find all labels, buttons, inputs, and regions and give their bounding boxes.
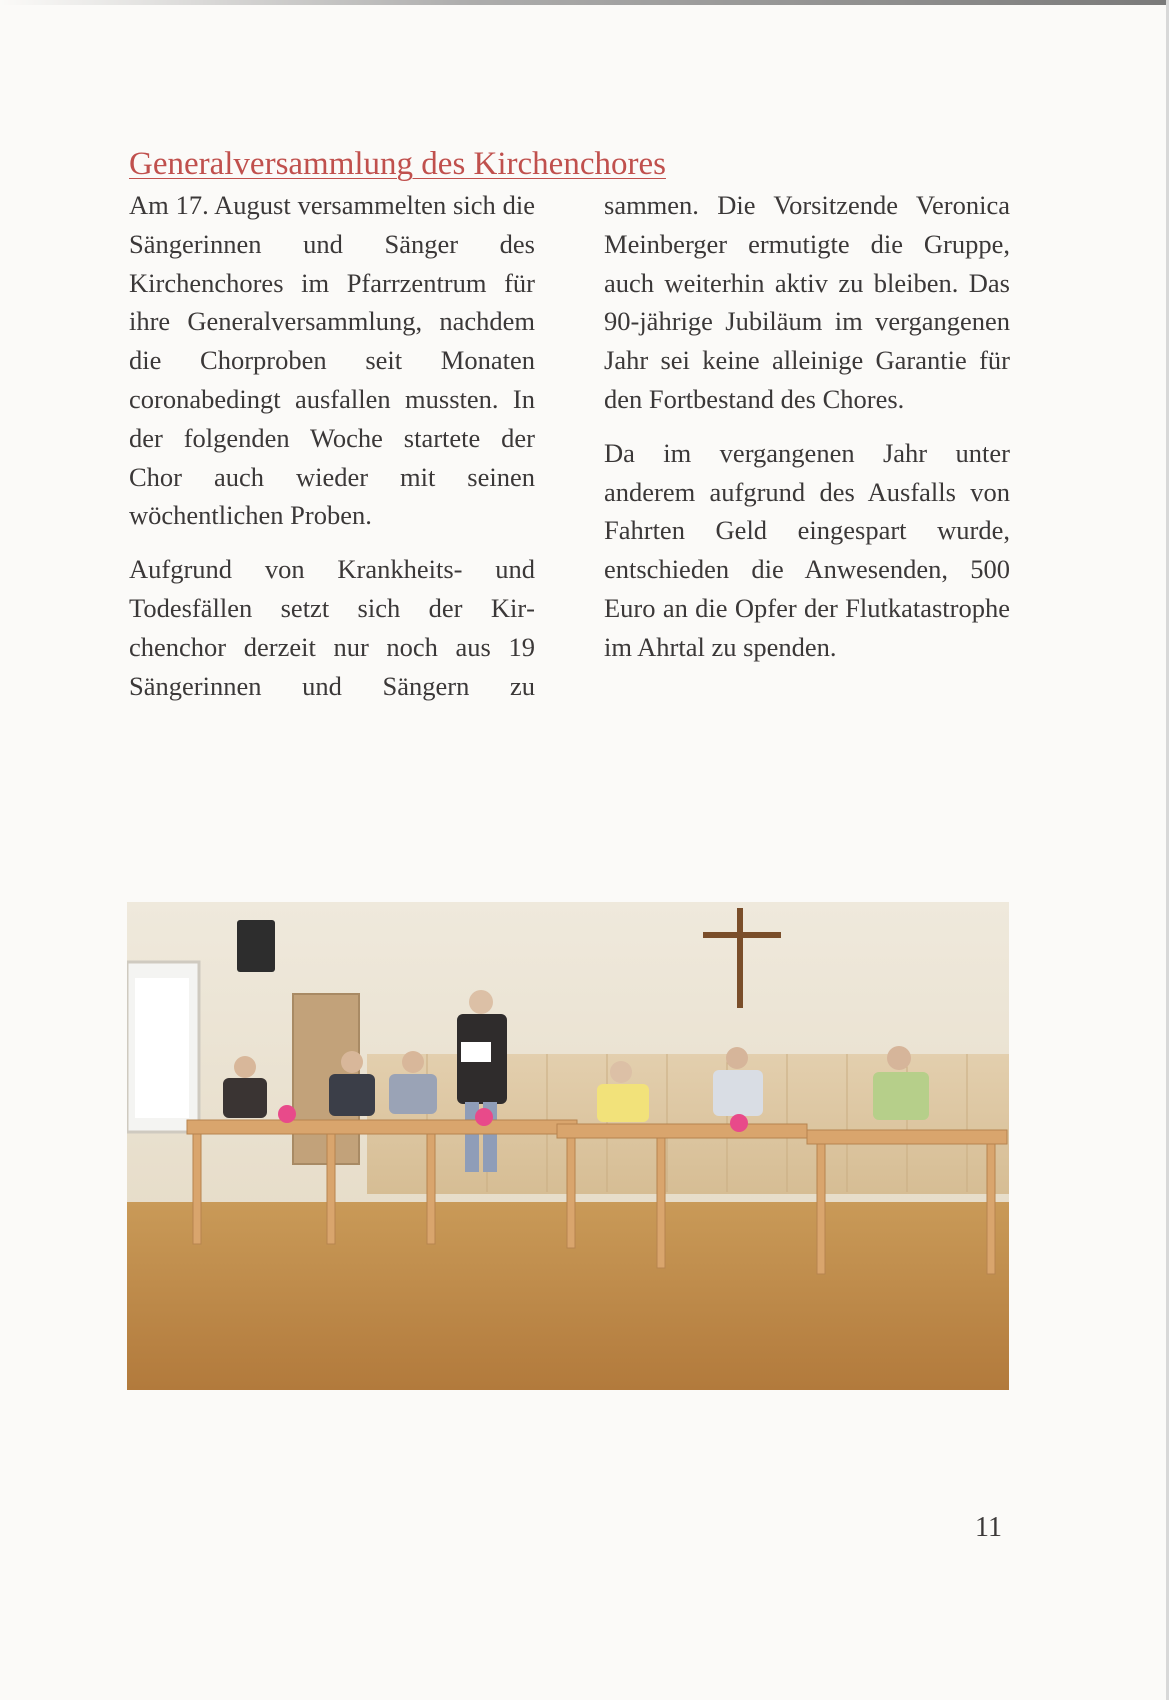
page-number: 11 [975, 1512, 1002, 1543]
paragraph: Aufgrund von Krankheits- und Todesfällen setzt sich der Kirchenchor derzeit nur noch aus 19 Sängerinnen und Sängern zu [129, 554, 535, 701]
article-title: Generalversammlung des Kirchenchores [129, 146, 666, 182]
paragraph: Da im vergangenen Jahr unter anderem aufgrund des Ausfalls von Fahrten Geld eingespart wurde, entschieden die Anwesenden, 500 Euro an die Opfer der Flutkatastrophe im Ahrtal zu spenden. [604, 437, 1010, 662]
left-column [129, 186, 535, 720]
choir-meeting-photo [127, 902, 1009, 1390]
right-column [604, 186, 1010, 682]
paragraph: Am 17. August versammelten sich die Sängerinnen und Sänger des Kirchenchores im Pfarrzentrum für ihre Generalversammlung, nachdem die Chorproben seit Monaten coronabedingt ausfallen mussten. In der folgenden Woche startete der Chor auch wieder mit seinen wöchentlichen Proben. [129, 190, 535, 531]
paragraph: sammen. Die Vorsitzende Veronica Meinberger ermutigte die Gruppe, auch weiterhin aktiv zu bleiben. Das 90-jährige Jubiläum im vergangenen Jahr sei keine alleinige Garantie für den Fortbestand des Chores. [604, 190, 1010, 414]
scan-top-edge [0, 0, 1169, 5]
